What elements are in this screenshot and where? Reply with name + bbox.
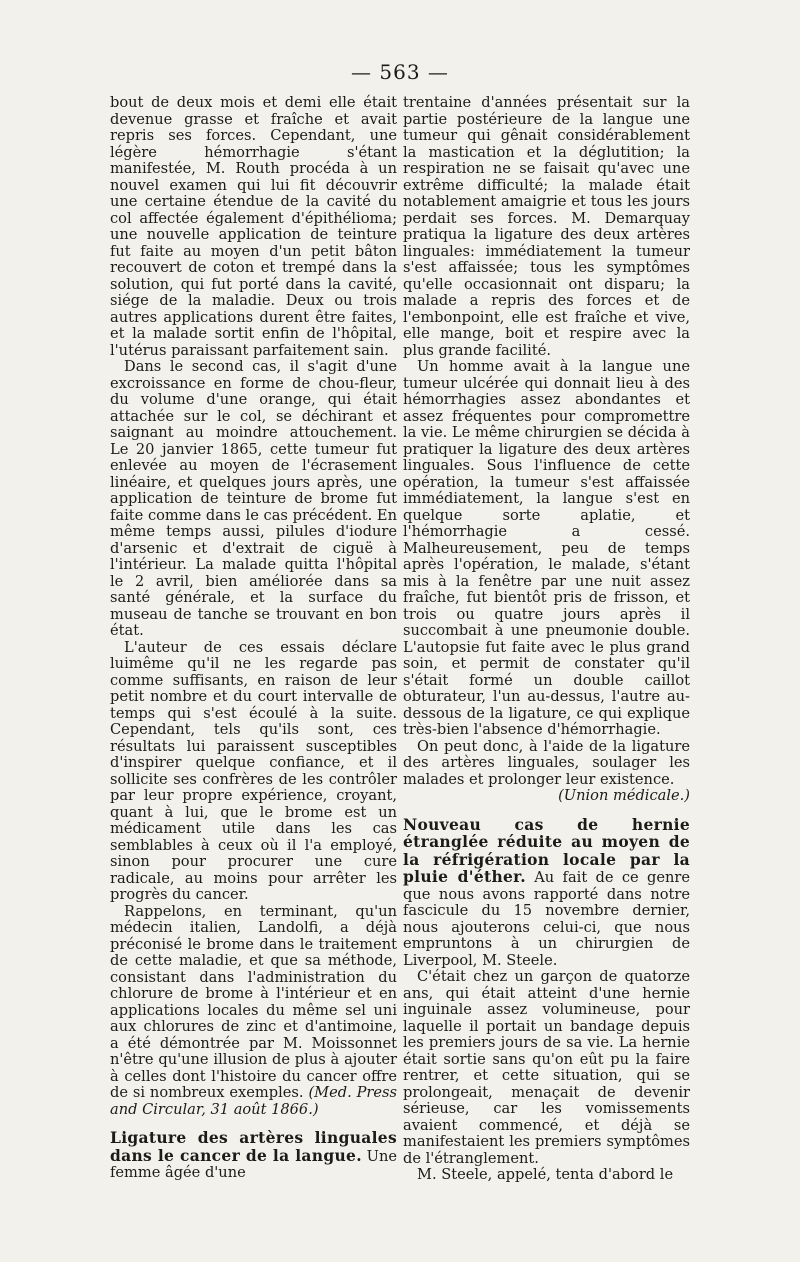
left-column (110, 95, 397, 1182)
page-number: — 563 — (351, 60, 449, 84)
paragraph: M. Steele, appelé, tenta d'abord le (417, 1166, 674, 1183)
paragraph: L'auteur de ces essais déclare luimême qu'il ne les regarde pas comme suffisants, en raison de leur petit nombre et du court intervalle de temps qui s'est écoulé à la suite. Cependant, tels qu'ils sont, ces résultats lui paraissent susceptibles d'inspirer quelque confiance, et il sollicite ses confrères de les contrôler par leur propre expérience, croyant, quant à lui, que le brome est un médicament utile dans les cas semblables à ceux où il l'a employé, sinon pour procurer une cure radicale, au moins pour arrêter les progrès du cancer. (110, 638, 397, 903)
article-heading: Nouveau cas de hernie étranglée réduite au moyen de la réfrigération locale par la pluie d'éther. (403, 814, 690, 886)
paragraph: Un homme avait à la langue une tumeur ulcérée qui donnait lieu à des hémorrhagies assez abondantes et assez fréquentes pour compromettre la vie. Le même chirurgien se décida à pratiquer la ligature des deux artères linguales. Sous l'influence de cette opération, la tumeur s'est affaissée immédiatement, la langue s'est en quelque sorte aplatie, et l'hémorrhagie a cessé. Malheureusement, peu de temps après l'opération, le malade, s'étant mis à la fenêtre par une nuit assez fraîche, fut bientôt pris de frisson, et trois ou quatre jours après il succombait à une pneumonie double. L'autopsie fut faite avec le plus grand soin, et permit de constater qu'il s'était formé un double caillot obturateur, l'un au-dessus, l'autre au-dessous de la ligature, ce qui explique très-bien l'absence d'hémorrhagie. (403, 358, 690, 738)
paragraph: C'était chez un garçon de quatorze ans, qui était atteint d'une hernie inguinale assez volumineuse, pour laquelle il portait un bandage depuis les premiers jours de sa vie. La hernie était sortie sans qu'on eût pu la faire rentrer, et cette situation, qui se prolongeait, menaçait de devenir sérieuse, car les vomissements avaient commencé, et déjà se manifestaient les premiers symptômes de l'étranglement. (403, 968, 690, 1167)
paragraph-text: Une femme âgée d'une (110, 1147, 398, 1181)
citation: (Med. Press and Circular, 31 août 1866.) (110, 1084, 398, 1118)
source-citation: (Union médicale.) (558, 787, 690, 804)
article-heading: Ligature des artères linguales dans le cancer de la langue. (110, 1128, 397, 1165)
article-start (110, 1130, 397, 1182)
article-start (403, 814, 690, 970)
paragraph: On peut donc, à l'aide de la ligature des artères linguales, soulager les malades et prolonger leur existence. (403, 737, 690, 788)
paragraph-text: Rappelons, en terminant, qu'un médecin italien, Landolfi, a déjà préconisé le brome dans le traitement de cette maladie, et que sa méthode, consistant dans l'administration du chlorure de brome à l'intérieur et en applications locales du même sel uni aux chlorures de zinc et d'antimoine, a été démontrée par M. Moissonnet n'être qu'une illusion de plus à ajouter à celles dont l'histoire du cancer offre de si nombreux exemples. (110, 902, 397, 1101)
paragraph: bout de deux mois et demi elle était devenue grasse et fraîche et avait repris ses forces. Cependant, une légère hémorrhagie s'étant manifestée, M. Routh procéda à un nouvel examen qui lui fit découvrir une certaine étendue de la cavité du col affectée également d'épithélioma; une nouvelle application de teinture fut faite au moyen d'un petit bâton recouvert de coton et trempé dans la solution, qui fut porté dans la cavité, siége de la maladie. Deux ou trois autres applications durent être faites, et la malade sortit enfin de l'hôpital, l'utérus paraissant parfaitement sain. (110, 94, 397, 359)
paragraph: Dans le second cas, il s'agit d'une excroissance en forme de chou-fleur, du volume d'une orange, qui était attachée sur le col, se déchirant et saignant au moindre attouchement. Le 20 janvier 1865, cette tumeur fut enlevée au moyen de l'écrasement linéaire, et quelques jours après, une application de teinture de brome fut faite comme dans le cas précédent. En même temps aussi, pilules d'iodure d'arsenic et d'extrait de ciguë à l'intérieur. La malade quitta l'hôpital le 2 avril, bien améliorée dans sa santé générale, et la surface du museau de tanche se trouvant en bon état. (110, 358, 397, 639)
right-column (403, 95, 690, 1184)
paragraph (110, 904, 397, 1119)
paragraph: trentaine d'années présentait sur la partie postérieure de la langue une tumeur qui gênait considérablement la mastication et la déglutition; la respiration ne se faisait qu'avec une extrême difficulté; la malade était notablement amaigrie et tous les jours perdait ses forces. M. Demarquay pratiqua la ligature des deux artères linguales: immédiatement la tumeur s'est affaissée; tous les symptômes qu'elle occasionnait ont disparu; la malade a repris des forces et de l'embonpoint, elle est fraîche et vive, elle mange, boit et respire avec la plus grande facilité. (403, 94, 690, 359)
paragraph-text: Au fait de ce genre que nous avons rapporté dans notre fascicule du 15 novembre dernier, nous ajouterons celui-ci, que nous empruntons à un chirurgien de Liverpool, M. Steele. (403, 869, 690, 969)
